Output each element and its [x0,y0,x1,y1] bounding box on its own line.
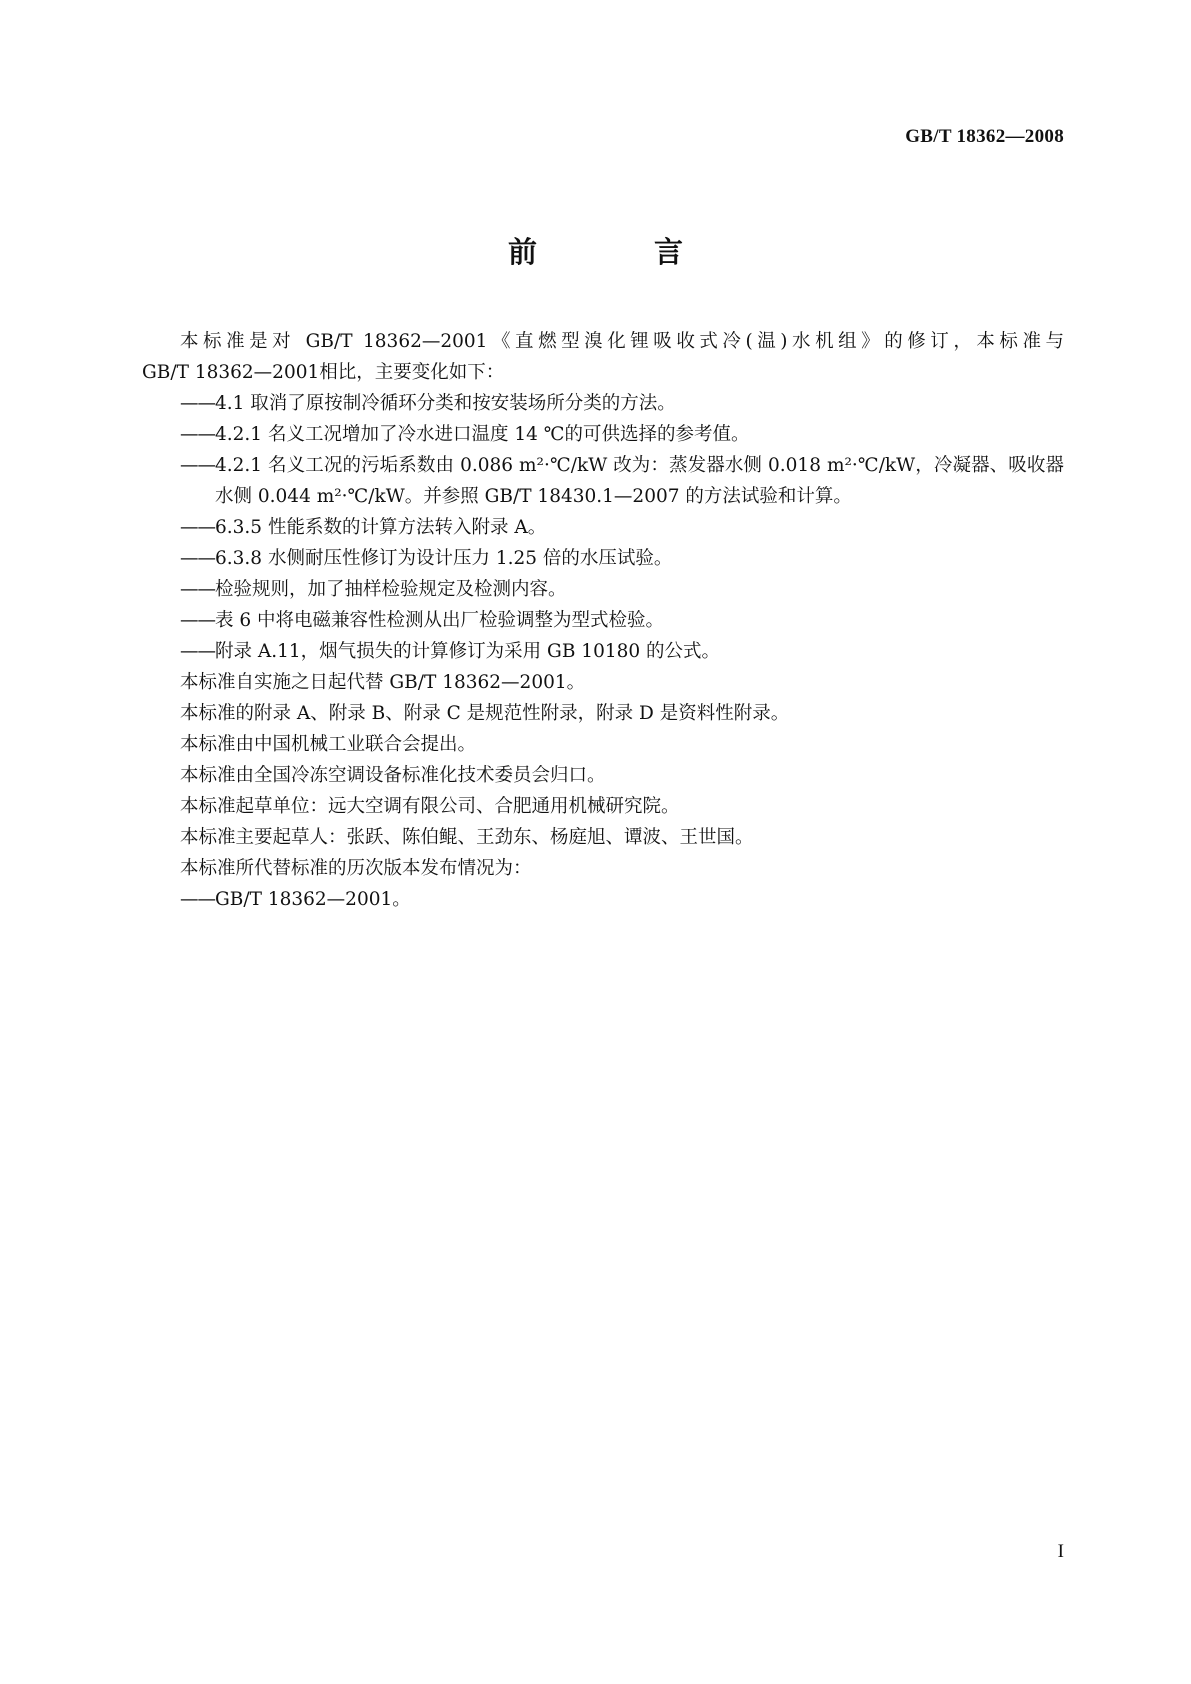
dash-marker: —— [180,455,215,476]
list-item [142,419,1064,450]
changes-list [142,388,1064,667]
statement-line: 本标准所代替标准的历次版本发布情况为： [180,858,532,879]
dash-marker: —— [180,579,215,600]
dash-marker: —— [180,548,215,569]
list-item [142,574,1064,605]
list-item-text: 检验规则，加了抽样检验规定及检测内容。 [215,579,567,600]
intro-line-1: 本标准是对 GB/T 18362—2001《直燃型溴化锂吸收式冷(温)水机组》的修订，本标准与 [180,331,1064,352]
list-item-text: GB/T 18362—2001。 [215,889,411,910]
foreword-body [142,326,1064,915]
list-item [142,884,1064,915]
statement-line: 本标准由全国冷冻空调设备标准化技术委员会归口。 [180,765,606,786]
list-item [142,605,1064,636]
standard-code: GB/T 18362—2008 [905,126,1064,147]
list-item [142,388,1064,419]
list-item-text: 6.3.8 水侧耐压性修订为设计压力 1.25 倍的水压试验。 [215,548,673,569]
dash-marker: —— [180,393,215,414]
page-number: I [1057,1541,1064,1562]
list-item-text: 表 6 中将电磁兼容性检测从出厂检验调整为型式检验。 [215,610,665,631]
intro-line-2: GB/T 18362—2001相比，主要变化如下： [142,362,505,383]
dash-marker: —— [180,889,215,910]
statement-line: 本标准的附录 A、附录 B、附录 C 是规范性附录，附录 D 是资料性附录。 [180,703,790,724]
dash-marker: —— [180,610,215,631]
statement-line: 本标准主要起草人：张跃、陈伯鲲、王劲东、杨庭旭、谭波、王世国。 [180,827,754,848]
dash-marker: —— [180,641,215,662]
list-item-text: 4.1 取消了原按制冷循环分类和按安装场所分类的方法。 [215,393,676,414]
list-item-text: 6.3.5 性能系数的计算方法转入附录 A。 [215,517,547,538]
statements [142,667,1064,884]
page-title: 前 言 [507,235,727,269]
statement-line: 本标准由中国机械工业联合会提出。 [180,734,477,755]
list-item-text: 4.2.1 名义工况增加了冷水进口温度 14 ℃的可供选择的参考值。 [215,424,750,445]
list-item-text: 附录 A.11，烟气损失的计算修订为采用 GB 10180 的公式。 [215,641,721,662]
statement-line: 本标准起草单位：远大空调有限公司、合肥通用机械研究院。 [180,796,680,817]
list-item-text: 4.2.1 名义工况的污垢系数由 0.086 m²·℃/kW 改为：蒸发器水侧 0.018 m²·℃/kW，冷凝器、吸收器水侧 0.044 m²·℃/kW。并参照 GB/T 18430.1—2007 的方法试验和计算。 [215,455,1064,507]
list-item [142,636,1064,667]
list-item [142,450,1064,512]
list-item [142,512,1064,543]
list-item [142,543,1064,574]
dash-marker: —— [180,424,215,445]
dash-marker: —— [180,517,215,538]
history-list [142,884,1064,915]
statement-line: 本标准自实施之日起代替 GB/T 18362—2001。 [180,672,586,693]
